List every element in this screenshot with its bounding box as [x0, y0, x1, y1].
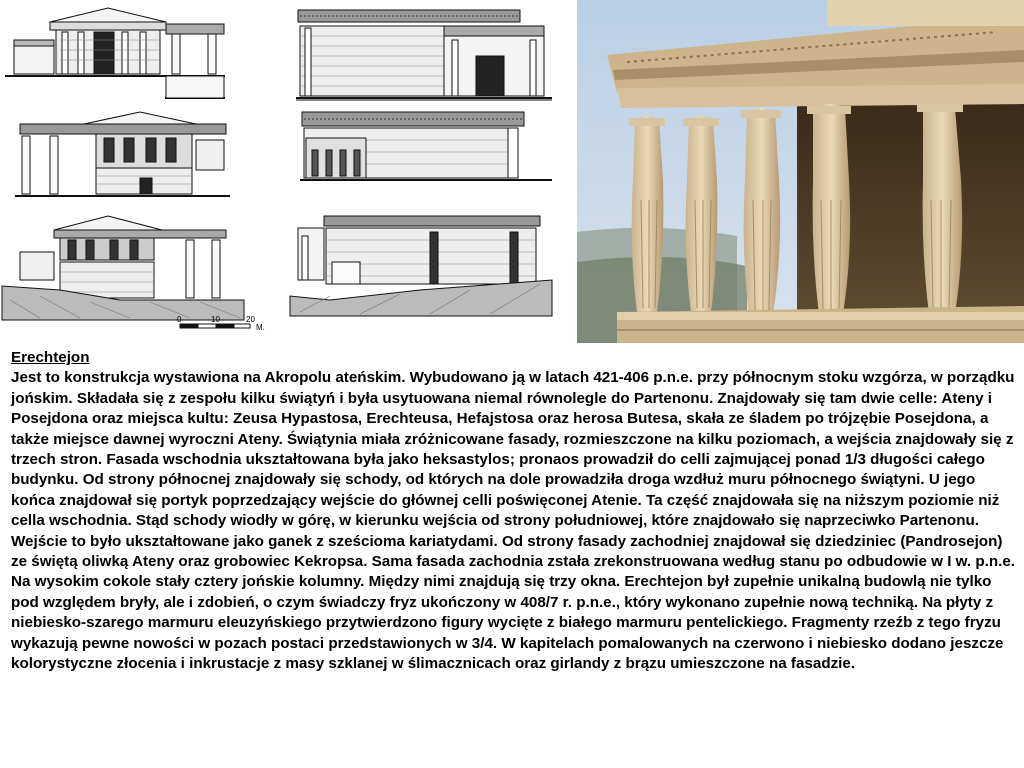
scale-tick-0: 0	[177, 315, 182, 324]
scale-tick-10: 10	[211, 315, 220, 324]
article-text-block	[11, 348, 1015, 675]
elevation-section-left	[2, 216, 244, 320]
elevation-section-right	[290, 216, 552, 316]
scale-unit: M.	[256, 323, 265, 332]
elevation-south	[300, 112, 552, 180]
scale-tick-20: 20	[246, 315, 255, 324]
article-title: Erechtejon	[11, 349, 90, 366]
elevation-west	[15, 112, 230, 196]
elevation-north	[296, 10, 552, 100]
caryatids-photo	[577, 0, 1024, 343]
elevation-east	[5, 8, 225, 98]
architectural-elevations-drawing	[0, 0, 565, 340]
article-body: Jest to konstrukcja wystawiona na Akropolu ateńskim. Wybudowano ją w latach 421-406 p.n.e. przy północnym stoku wzgórza, w porządku jońskim. Składała się z zespołu kilku świątyń i była usytuowana niemal równolegle do Partenonu. Znajdowały się tam dwie celle: Ateny i Posejdona oraz miejsca kultu: Zeusa Hypastosa, Erechteusa, Hefajstosa oraz herosa Butesa, skała ze śladem po trójzębie Posejdona, a także miejsce dawnej wyroczni Ateny. Świątynia miała zróżnicowane fasady, rozmieszczone na kilku poziomach, a wejścia znajdowały się z trzech stron. Fasada wschodnia ukształtowana była jako heksastylos; pronaos prowadził do celli zajmującej ponad 1/3 długości całego budynku. Od strony północnej znajdowały się schody, od których na dole prowadziła droga wzdłuż muru północnego świątyni. U jego końca znajdował się portyk poprzedzający wejście do głównej celli poświęconej Atenie. Ta część znajdowała się na niższym poziomie niż cella wschodnia. Stąd schody wiodły w górę, w kierunku wejścia od strony południowej, które znajdowało się naprzeciwko Partenonu. Wejście to było ukształtowane jako ganek z sześcioma kariatydami. Od strony fasady zachodniej znajdował się dziedziniec (Pandrosejon) ze świętą oliwką Ateny oraz grobowiec Kekropsa. Sama fasada zachodnia zstała zrekonstruowana według stanu po odbudowie w I w. p.n.e. Na wysokim cokole stały cztery jońskie kolumny. Między nimi znajdują się trzy okna. Erechtejon był zupełnie unikalną budowlą nie tylko pod względem bryły, ale i zdobień, o czym świadczy fryz ukończony w 408/7 r. p.n.e., który wykonano zupełnie nową techniką. Na płyty z niebiesko-szarego marmuru eleuzyńskiego przytwierdzono figury wycięte z białego marmuru pentelickiego. Fragmenty rzeźb z tego fryzu wykazują pewne nowości w pozach postaci przedstawionych w 3/4. W kapitelach pomalowanych na czerwono i niebiesko dodano jeszcze kolorystyczne złocenia i inkrustacje z masy szklanej w ślimacznicach oraz girlandy z brązu umieszczone na fasadzie.	[11, 369, 1016, 673]
